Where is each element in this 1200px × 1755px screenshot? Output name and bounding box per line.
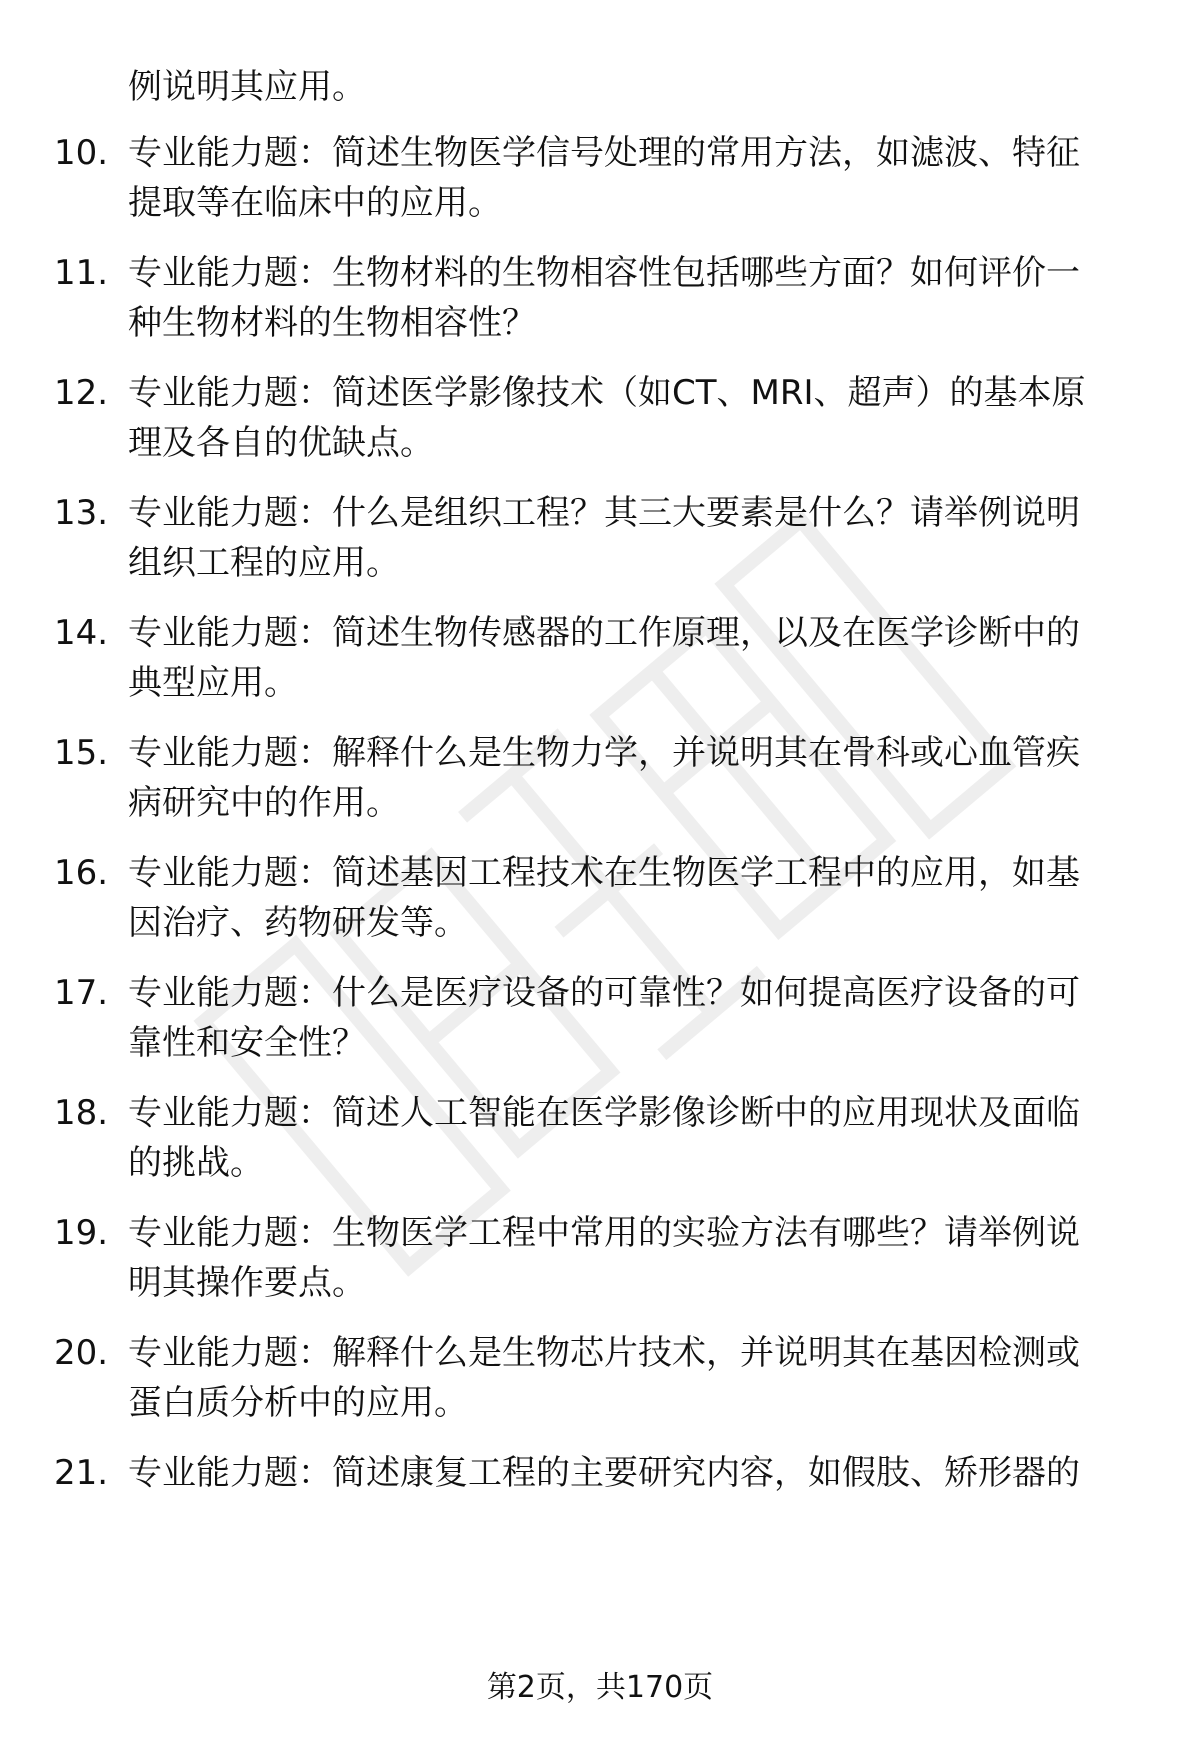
item-number: 16. — [54, 853, 109, 893]
item-number: 14. — [54, 613, 109, 653]
list-item — [0, 368, 1200, 478]
item-text-line: 种生物材料的生物相容性？ — [128, 303, 536, 343]
item-text-line: 提取等在临床中的应用。 — [128, 183, 502, 223]
item-number: 13. — [54, 493, 109, 533]
list-item — [0, 968, 1200, 1078]
list-item — [0, 1208, 1200, 1318]
list-item — [0, 128, 1200, 238]
list-item — [0, 1088, 1200, 1198]
item-number: 18. — [54, 1093, 109, 1133]
item-number: 12. — [54, 373, 109, 413]
list-item — [0, 608, 1200, 718]
item-text-line: 专业能力题：什么是医疗设备的可靠性？如何提高医疗设备的可 — [128, 973, 1080, 1013]
item-text-line: 专业能力题：解释什么是生物芯片技术，并说明其在基因检测或 — [128, 1333, 1080, 1373]
item-text-line: 因治疗、药物研发等。 — [128, 903, 468, 943]
item-text-line: 病研究中的作用。 — [128, 783, 400, 823]
item-text-line: 专业能力题：简述基因工程技术在生物医学工程中的应用，如基 — [128, 853, 1080, 893]
item-text-line: 明其操作要点。 — [128, 1263, 366, 1303]
item-number: 10. — [54, 133, 109, 173]
item-text-line: 理及各自的优缺点。 — [128, 423, 434, 463]
list-item — [0, 728, 1200, 838]
item-text-line: 专业能力题：解释什么是生物力学，并说明其在骨科或心血管疾 — [128, 733, 1080, 773]
item-number: 20. — [54, 1333, 109, 1373]
item-text-line: 专业能力题：简述生物传感器的工作原理，以及在医学诊断中的 — [128, 613, 1080, 653]
item-text-line: 专业能力题：简述康复工程的主要研究内容，如假肢、矫形器的 — [128, 1453, 1080, 1493]
list-item — [0, 248, 1200, 358]
list-item — [0, 1328, 1200, 1438]
page-number-footer: 第2页，共170页 — [486, 1670, 714, 1705]
item-number: 11. — [54, 253, 109, 293]
item-text-line: 专业能力题：简述生物医学信号处理的常用方法，如滤波、特征 — [128, 133, 1080, 173]
item-number: 17. — [54, 973, 109, 1013]
continuation-text: 例说明其应用。 — [128, 67, 366, 107]
list-item — [0, 488, 1200, 598]
item-number: 21. — [54, 1453, 109, 1493]
item-text-line: 靠性和安全性？ — [128, 1023, 366, 1063]
list-item — [0, 848, 1200, 958]
item-text-line: 专业能力题：什么是组织工程？其三大要素是什么？请举例说明 — [128, 493, 1080, 533]
item-text-line: 的挑战。 — [128, 1143, 264, 1183]
item-text-line: 典型应用。 — [128, 663, 298, 703]
list-item — [0, 1448, 1200, 1558]
item-text-line: 专业能力题：生物材料的生物相容性包括哪些方面？如何评价一 — [128, 253, 1080, 293]
item-text-line: 专业能力题：生物医学工程中常用的实验方法有哪些？请举例说 — [128, 1213, 1080, 1253]
item-number: 19. — [54, 1213, 109, 1253]
item-text-line: 专业能力题：简述医学影像技术（如CT、MRI、超声）的基本原 — [128, 373, 1086, 413]
item-text-line: 蛋白质分析中的应用。 — [128, 1383, 468, 1423]
item-text-line: 专业能力题：简述人工智能在医学影像诊断中的应用现状及面临 — [128, 1093, 1080, 1133]
item-number: 15. — [54, 733, 109, 773]
item-text-line: 组织工程的应用。 — [128, 543, 400, 583]
